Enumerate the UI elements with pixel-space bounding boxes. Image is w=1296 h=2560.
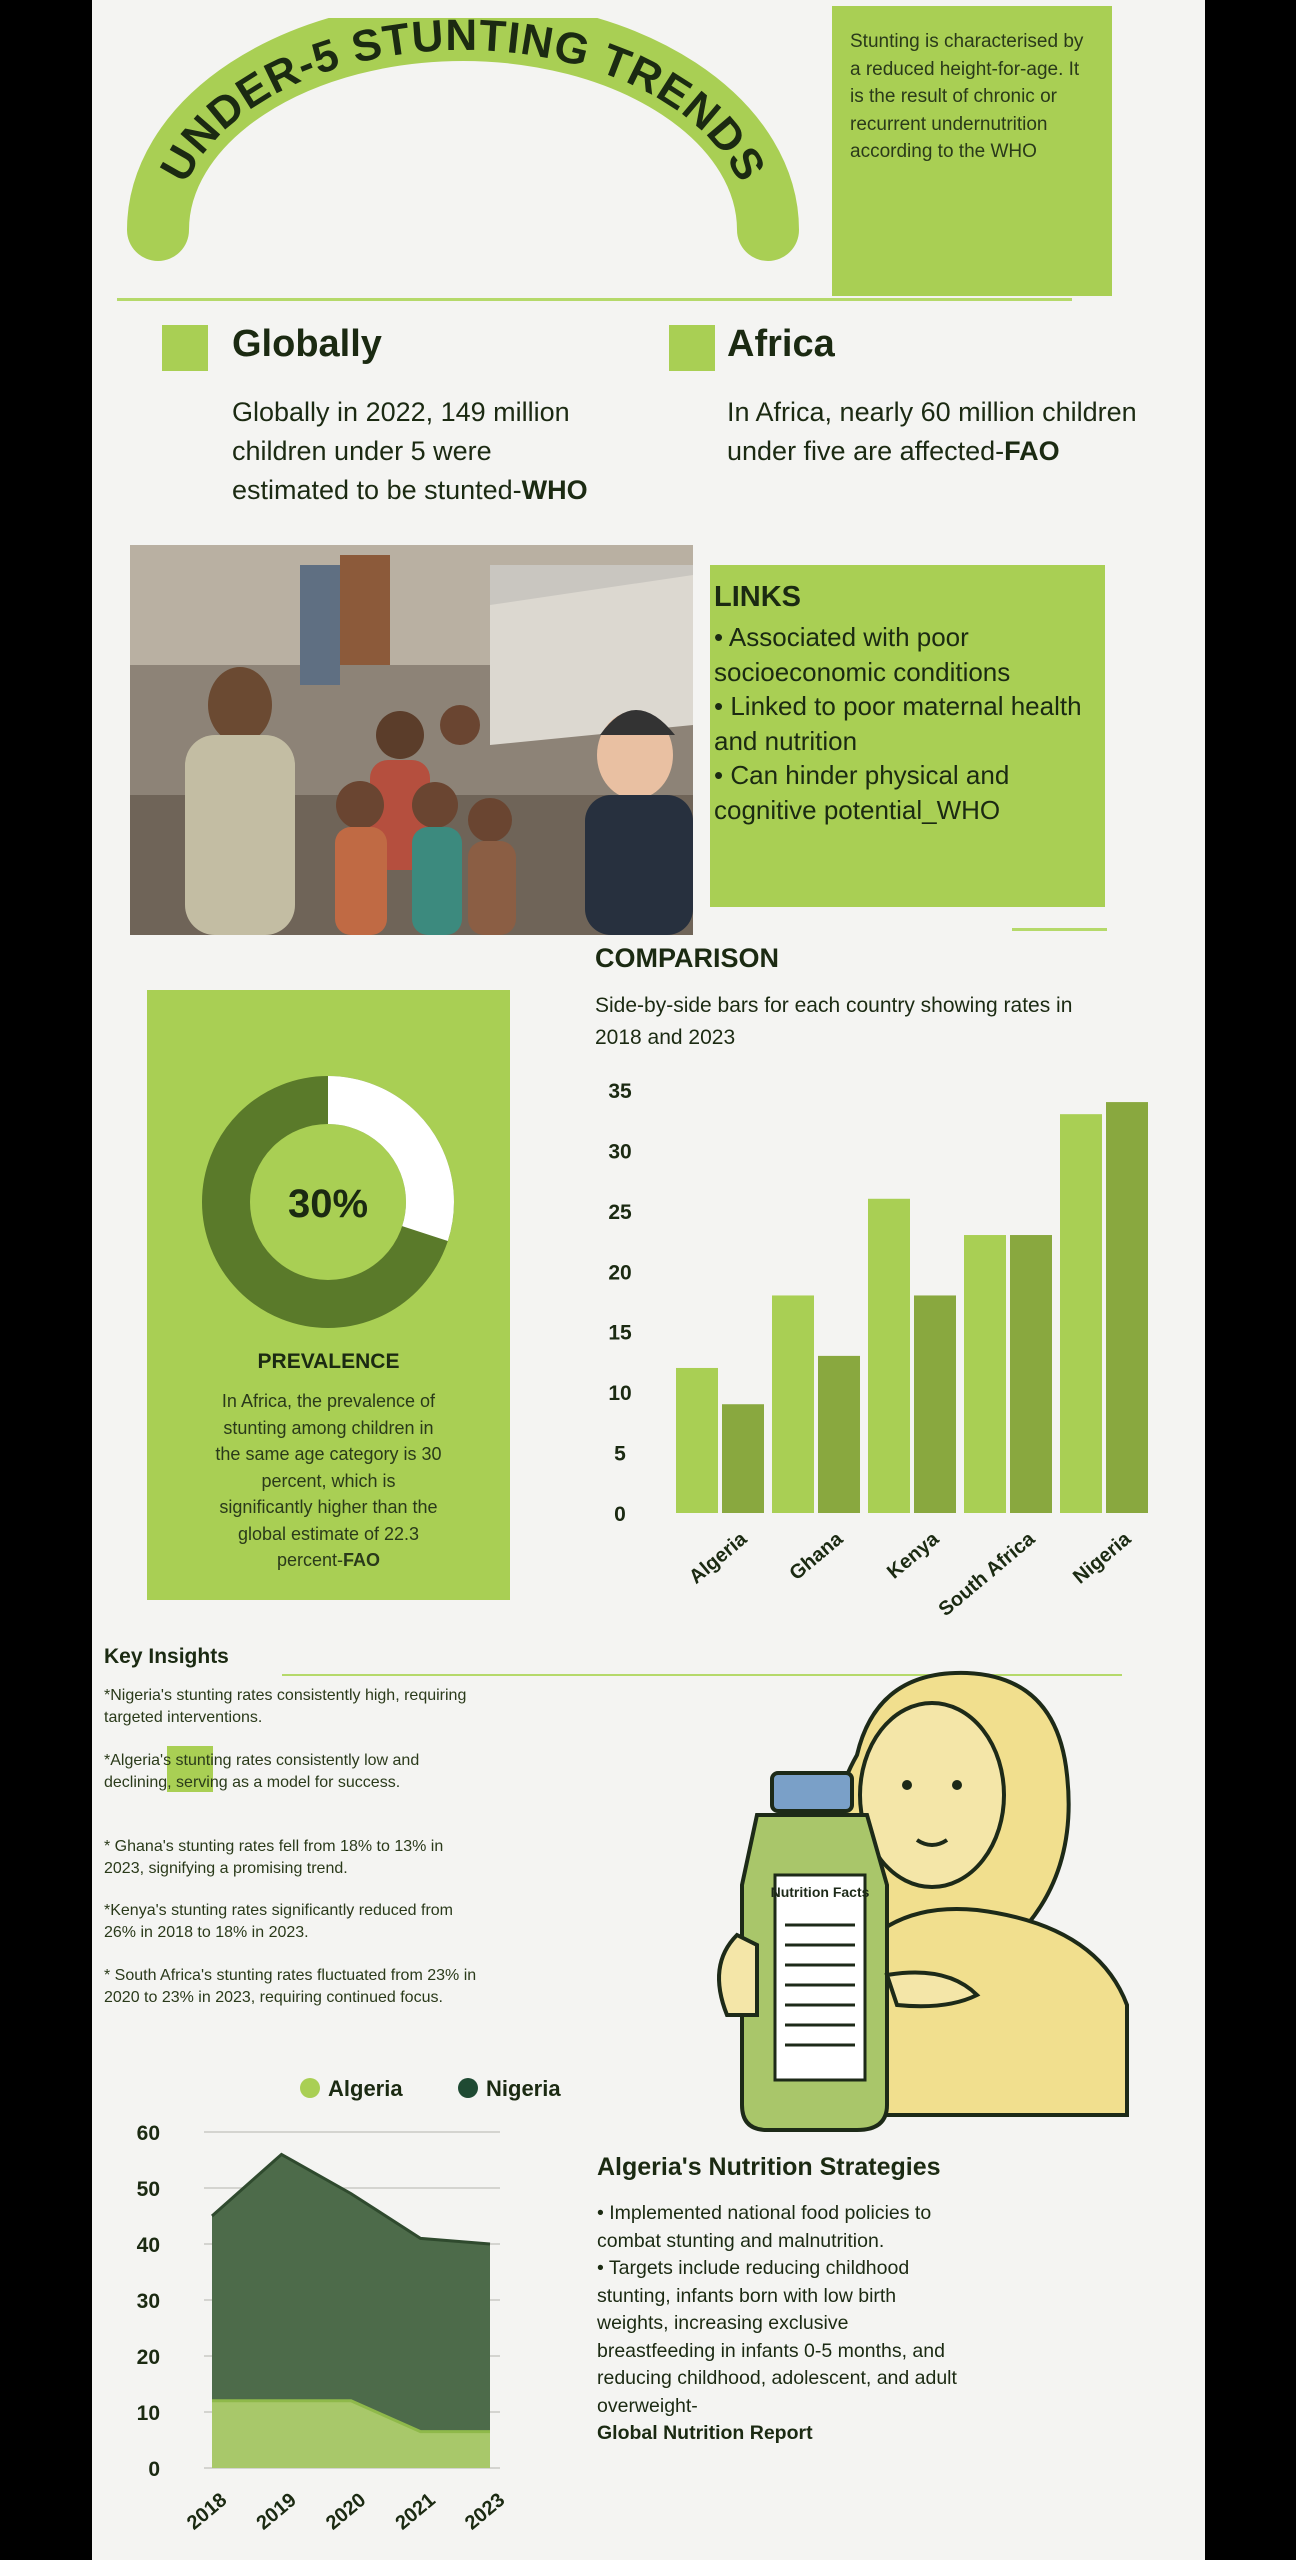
comparison-subtitle: Side-by-side bars for each country showing rates in 2018 and 2023 — [595, 994, 1073, 1049]
bullet-square — [162, 325, 208, 371]
comparison-title: COMPARISON — [595, 943, 780, 973]
bar-nigeria-2023 — [1106, 1102, 1148, 1513]
bar-ghana-2023 — [818, 1356, 860, 1513]
strategies-item: • Targets include reducing childhood stunting, infants born with low birth weights, increasing exclusive breastfeeding in infants 0-5 months, and reducing childhood, adolescent, and adult overweight- — [597, 2257, 957, 2417]
svg-text:UNDER-5 STUNTING TRENDS — [151, 18, 775, 190]
x-tick-label: 2020 — [321, 2488, 371, 2535]
bar-nigeria-2018 — [1060, 1114, 1102, 1513]
links-title: LINKS — [714, 581, 801, 613]
comparison-bar-chart — [582, 1060, 1202, 1660]
prevalence-donut — [147, 990, 510, 1340]
insight-item: * Ghana's stunting rates fell from 18% to 13% in 2023, signifying a promising trend. — [104, 1838, 444, 1877]
strategies-title: Algeria's Nutrition Strategies — [597, 2153, 941, 2181]
africa-text — [727, 393, 1137, 471]
legend-label: Algeria — [328, 2076, 403, 2101]
y-tick-label: 30 — [608, 1140, 632, 1164]
x-tick-label: 2021 — [391, 2488, 440, 2535]
y-tick-label: 60 — [136, 2122, 160, 2145]
prevalence-source: FAO — [343, 1550, 381, 1570]
y-tick-label: 40 — [136, 2234, 160, 2257]
y-tick-label: 15 — [608, 1321, 632, 1345]
x-tick-label: 2023 — [460, 2488, 510, 2535]
globally-source: WHO — [521, 475, 588, 505]
y-tick-label: 0 — [148, 2458, 160, 2481]
prevalence-value: 30% — [287, 1182, 369, 1226]
y-tick-label: 20 — [136, 2346, 160, 2369]
insight-item: *Nigeria's stunting rates consistently high, requiring targeted interventions. — [104, 1687, 467, 1726]
globally-body: Globally in 2022, 149 million children under 5 were estimated to be stunted- — [232, 397, 570, 505]
trend-area-chart — [92, 2060, 561, 2560]
insight-item: * South Africa's stunting rates fluctuated from 23% in 2020 to 23% in 2023, requiring continued focus. — [104, 1967, 477, 2006]
bar-algeria-2018 — [676, 1368, 718, 1513]
x-tick-label: Kenya — [883, 1527, 944, 1584]
divider — [117, 298, 1072, 301]
definition-text: Stunting is characterised by a reduced height-for-age. It is the result of chronic or recurrent undernutrition according to the WHO — [850, 31, 1084, 162]
infographic-page — [92, 0, 1205, 2560]
insight-item: *Kenya's stunting rates significantly reduced from 26% in 2018 to 18% in 2023. — [104, 1902, 454, 1941]
insight-item: *Algeria's stunting rates consistently low and declining, serving as a model for success. — [104, 1752, 420, 1791]
globally-heading: Globally — [232, 323, 382, 365]
africa-heading: Africa — [727, 323, 835, 365]
y-tick-label: 5 — [614, 1442, 626, 1466]
bullet-square — [669, 325, 715, 371]
prevalence-title: PREVALENCE — [257, 1350, 400, 1373]
africa-body: In Africa, nearly 60 million children under five are affected- — [727, 397, 1137, 466]
bar-algeria-2023 — [722, 1404, 764, 1513]
y-tick-label: 35 — [608, 1080, 632, 1103]
bar-south-africa-2023 — [1010, 1235, 1052, 1513]
divider — [1012, 928, 1107, 931]
legend-marker — [458, 2078, 478, 2098]
legend-marker — [300, 2078, 320, 2098]
strategies-text — [597, 2200, 962, 2448]
x-tick-label: 2019 — [252, 2488, 301, 2535]
y-tick-label: 20 — [608, 1261, 632, 1285]
y-tick-label: 10 — [608, 1382, 632, 1406]
key-insights-title: Key Insights — [104, 1645, 229, 1668]
title-banner — [112, 18, 832, 278]
bar-ghana-2018 — [772, 1295, 814, 1513]
prevalence-box — [147, 990, 510, 1600]
strategies-source: Global Nutrition Report — [597, 2422, 813, 2444]
bar-south-africa-2018 — [964, 1235, 1006, 1513]
prevalence-text — [215, 1388, 442, 1574]
x-tick-label: 2018 — [182, 2488, 232, 2535]
x-tick-label: South Africa — [934, 1527, 1040, 1621]
links-box — [710, 565, 1105, 907]
links-item: • Can hinder physical and cognitive potential_WHO — [714, 760, 1010, 825]
legend-label: Nigeria — [486, 2076, 561, 2101]
bottle-label: Nutrition Facts — [770, 1884, 870, 1900]
y-tick-label: 30 — [136, 2290, 160, 2313]
africa-source: FAO — [1004, 436, 1060, 466]
prevalence-body: In Africa, the prevalence of stunting among children in the same age category is 30 percent, which is significantly higher than the global estimate of 22.3 percent- — [215, 1391, 442, 1570]
strategies-item: • Implemented national food policies to combat stunting and malnutrition. — [597, 2202, 932, 2252]
children-photo — [130, 545, 693, 935]
x-tick-label: Nigeria — [1069, 1527, 1136, 1589]
y-tick-label: 25 — [608, 1200, 632, 1224]
x-tick-label: Ghana — [785, 1527, 848, 1585]
x-tick-label: Algeria — [685, 1527, 752, 1589]
globally-text — [232, 393, 592, 510]
y-tick-label: 0 — [614, 1503, 626, 1526]
y-tick-label: 10 — [136, 2402, 160, 2425]
bar-kenya-2018 — [868, 1199, 910, 1513]
definition-box — [832, 6, 1112, 296]
bar-kenya-2023 — [914, 1295, 956, 1513]
links-item: • Associated with poor socioeconomic conditions — [714, 622, 1011, 687]
links-item: • Linked to poor maternal health and nutrition — [714, 691, 1082, 756]
nutrition-illustration — [647, 1665, 1147, 2135]
photo-illustration — [130, 545, 693, 935]
page-title: UNDER-5 STUNTING TRENDS — [150, 18, 776, 190]
y-tick-label: 50 — [136, 2178, 160, 2201]
